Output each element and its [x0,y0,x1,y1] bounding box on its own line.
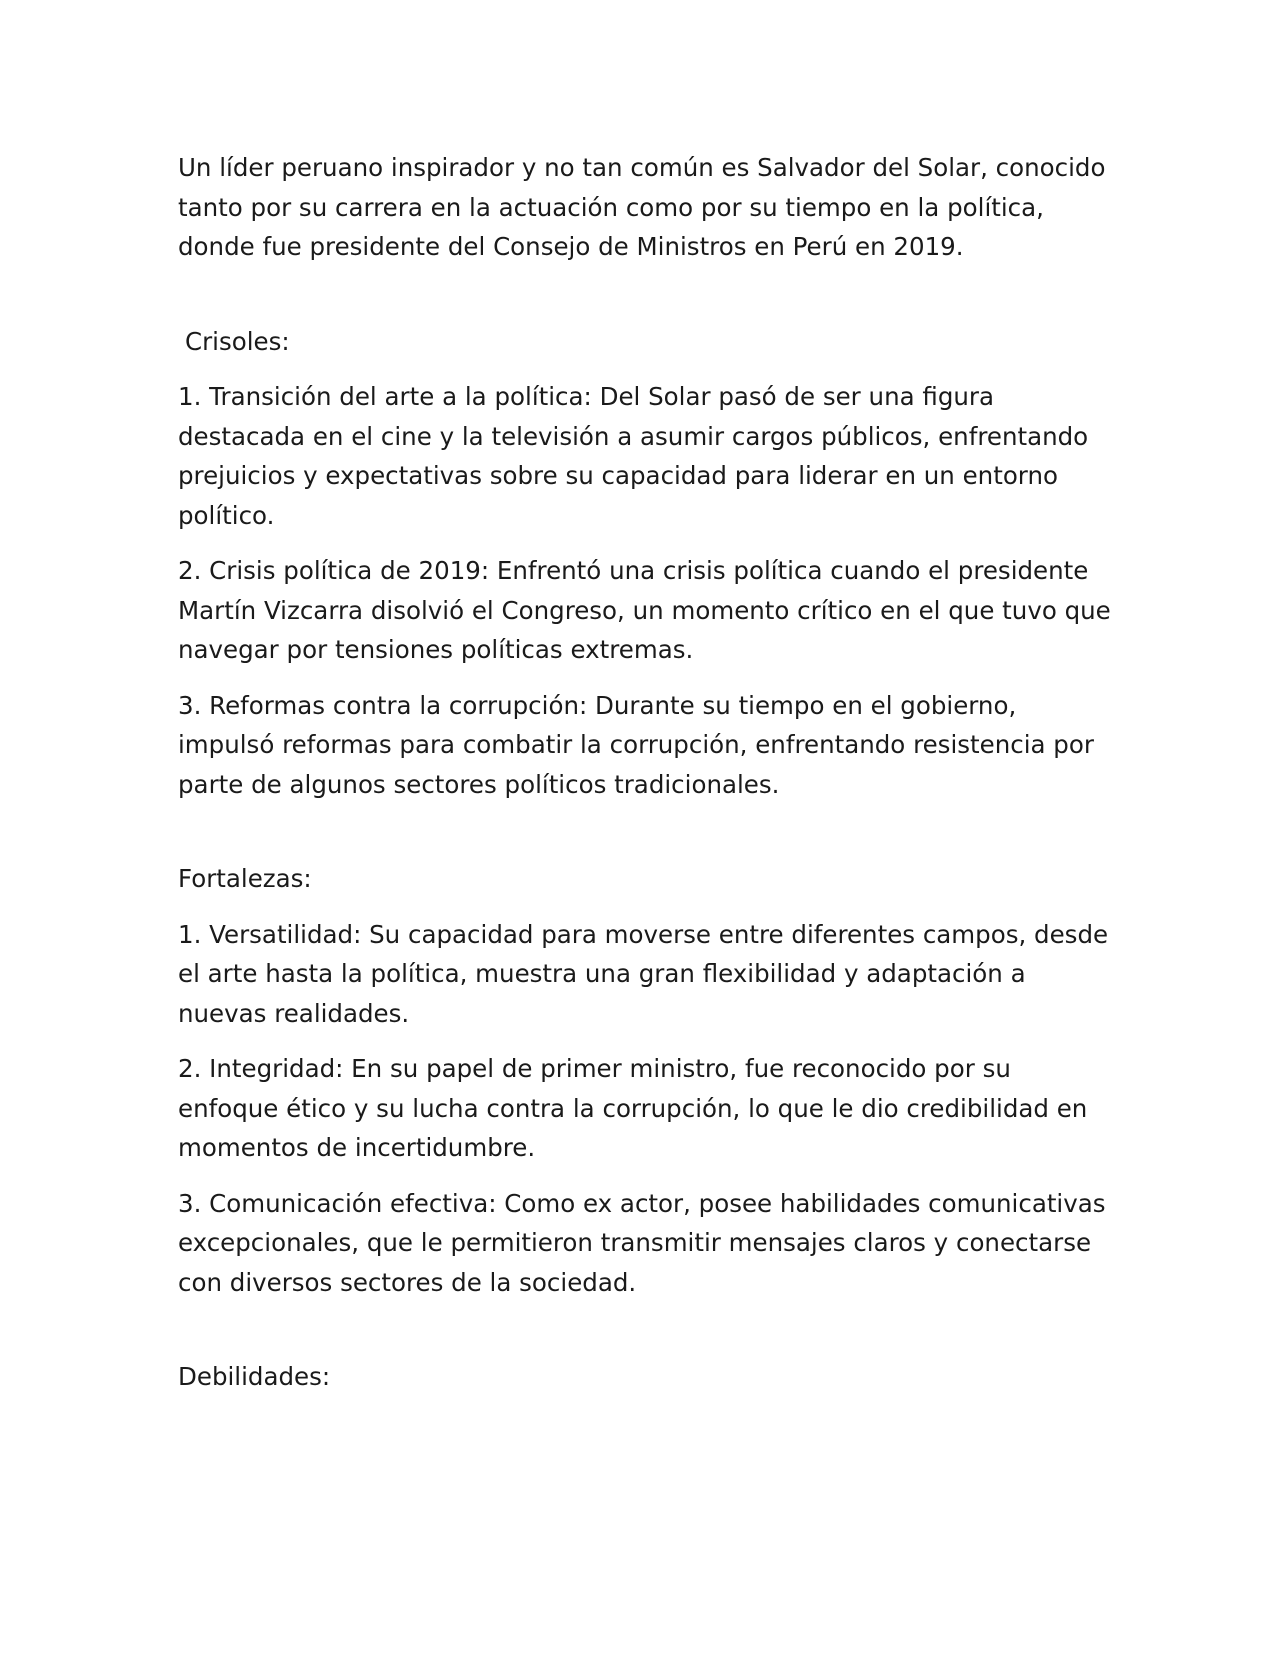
spacer [178,820,1118,859]
spacer [178,1318,1118,1357]
crisoles-item: 3. Reformas contra la corrupción: Durante su tiempo en el gobierno, impulsó reformas para combatir la corrupción, enfrentando resistencia por parte de algunos sectores políticos tradicionales. [178,690,1094,799]
spacer [178,283,1118,322]
crisoles-item: 1. Transición del arte a la política: Del Solar pasó de ser una figura destacada en el cine y la televisión a asumir cargos públicos, enfrentando prejuicios y expectativas sobre su capacidad para liderar en un entorno político. [178,382,1089,530]
fortalezas-item: 3. Comunicación efectiva: Como ex actor, posee habilidades comunicativas excepcionales, que le permitieron transmitir mensajes claros y conectarse con diversos sectores de la sociedad. [178,1188,1106,1297]
fortalezas-item: 1. Versatilidad: Su capacidad para moverse entre diferentes campos, desde el arte hasta la política, muestra una gran flexibilidad y adaptación a nuevas realidades. [178,919,1109,1028]
debilidades-heading: Debilidades: [178,1362,331,1391]
crisoles-item: 2. Crisis política de 2019: Enfrentó una crisis política cuando el presidente Martín Vizcarra disolvió el Congreso, un momento crítico en el que tuvo que navegar por tensiones políticas extremas. [178,556,1111,664]
intro-paragraph: Un líder peruano inspirador y no tan común es Salvador del Solar, conocido tanto por su carrera en la actuación como por su tiempo en la política, donde fue presidente del Consejo de Ministros en Perú en 2019. [178,153,1106,261]
document-body [178,148,1118,1413]
crisoles-heading: Crisoles: [185,326,290,356]
fortalezas-item: 2. Integridad: En su papel de primer ministro, fue reconocido por su enfoque ético y su lucha contra la corrupción, lo que le dio credibilidad en momentos de incertidumbre. [178,1054,1088,1162]
fortalezas-heading: Fortalezas: [178,864,312,893]
